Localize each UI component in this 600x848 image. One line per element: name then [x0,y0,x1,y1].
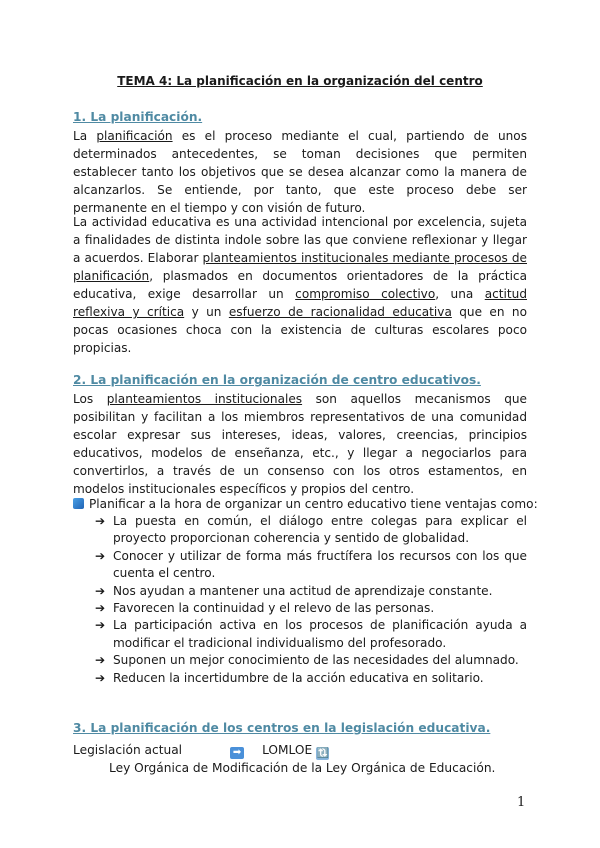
list-item: ➔ Suponen un mejor conocimiento de las necesidades del alumnado. [95,652,527,669]
legislation-row [73,741,329,760]
legislation-label: Legislación actual [73,743,183,757]
section-1-paragraph-1: La planificación es el proceso mediante el cual, partiendo de unos determinados antecedentes, se toman decisiones que permiten establecer tanto los objetivos que se desea alcanzar como la manera de alcanzarlos. Se entiende, por tanto, que este proceso debe ser permanente en el tiempo y con visión de futuro. [73,129,527,215]
keyword-planificacion: planificación [96,129,173,143]
arrow-bullet-icon: ➔ [95,670,106,685]
keyword-planteamientos: planteamientos institucionales mediante procesos de planificación [73,251,527,283]
list-item: ➔ Nos ayudan a mantener una actitud de aprendizaje constante. [95,583,527,600]
arrow-bullet-icon: ➔ [95,548,106,563]
keyword-planteamientos-institucionales: planteamientos institucionales [106,392,303,406]
arrow-bullet-icon: ➔ [95,618,106,633]
document-title: TEMA 4: La planificación en la organización del centro [117,74,483,88]
section-1-heading: 1. La planificación. [73,110,203,124]
list-item: ➔ La puesta en común, el diálogo entre colegas para explicar el proyecto proporcionan coherencia y sentido de globalidad. [95,514,527,546]
page-number: 1 [517,795,526,810]
advantages-list [95,513,527,687]
arrow-bullet-icon: ➔ [95,653,106,668]
cube-icon [73,498,84,509]
section-3-heading: 3. La planificación de los centros en la legislación educativa. [73,721,491,735]
section-2-paragraph: Los planteamientos institucionales son aquellos mecanismos que posibilitan y facilitan a los miembros representativos de una comunidad escolar expresar sus intereses, ideas, valores, creencias, principios educativos, modelos de enseñanza, etc., y llegar a negociarlos para convertirlos, a través de un consenso con los otros estamentos, en modelos institucionales específicos y propios del centro. [73,392,527,496]
arrow-bullet-icon: ➔ [95,514,106,528]
law-name: LOMLOE [262,743,313,757]
arrow-bullet-icon: ➔ [95,583,106,598]
list-item: ➔ Conocer y utilizar de forma más fructífera los recursos con los que cuenta el centro. [95,548,527,581]
section-2-heading: 2. La planificación en la organización de centro educativos. [73,373,481,387]
list-item: ➔ Favorecen la continuidad y el relevo de las personas. [95,600,527,617]
law-description: Ley Orgánica de Modificación de la Ley Orgánica de Educación. [109,761,496,775]
section-1-paragraph-2: La actividad educativa es una actividad intencional por excelencia, sujeta a finalidades de distinta indole sobre las que conviene reflexionar y llegar a acuerdos. Elaborar planteamientos institucionales mediante procesos de planificación, plasmados en documentos orientadores de la práctica educativa, exige desarrollar un compromiso colectivo, una actitud reflexiva y crítica y un esfuerzo de racionalidad educativa que en no pocas ocasiones choca con la existencia de culturas escolares poco propicias. [73,215,527,355]
list-item: ➔ Reducen la incertidumbre de la acción educativa en solitario. [95,670,527,687]
right-arrow-icon: ➡ [230,747,244,759]
advantages-intro: Planificar a la hora de organizar un centro educativo tiene ventajas como: [73,495,533,513]
repeat-icon: 🔃 [316,748,329,759]
keyword-actitud: actitud reflexiva y crítica [73,287,527,319]
keyword-compromiso: compromiso colectivo [295,287,436,301]
arrow-bullet-icon: ➔ [95,601,106,616]
list-item: ➔ La participación activa en los procesos de planificación ayuda a modificar el tradicional individualismo del profesorado. [95,618,527,650]
keyword-esfuerzo: esfuerzo de racionalidad educativa [228,305,452,319]
